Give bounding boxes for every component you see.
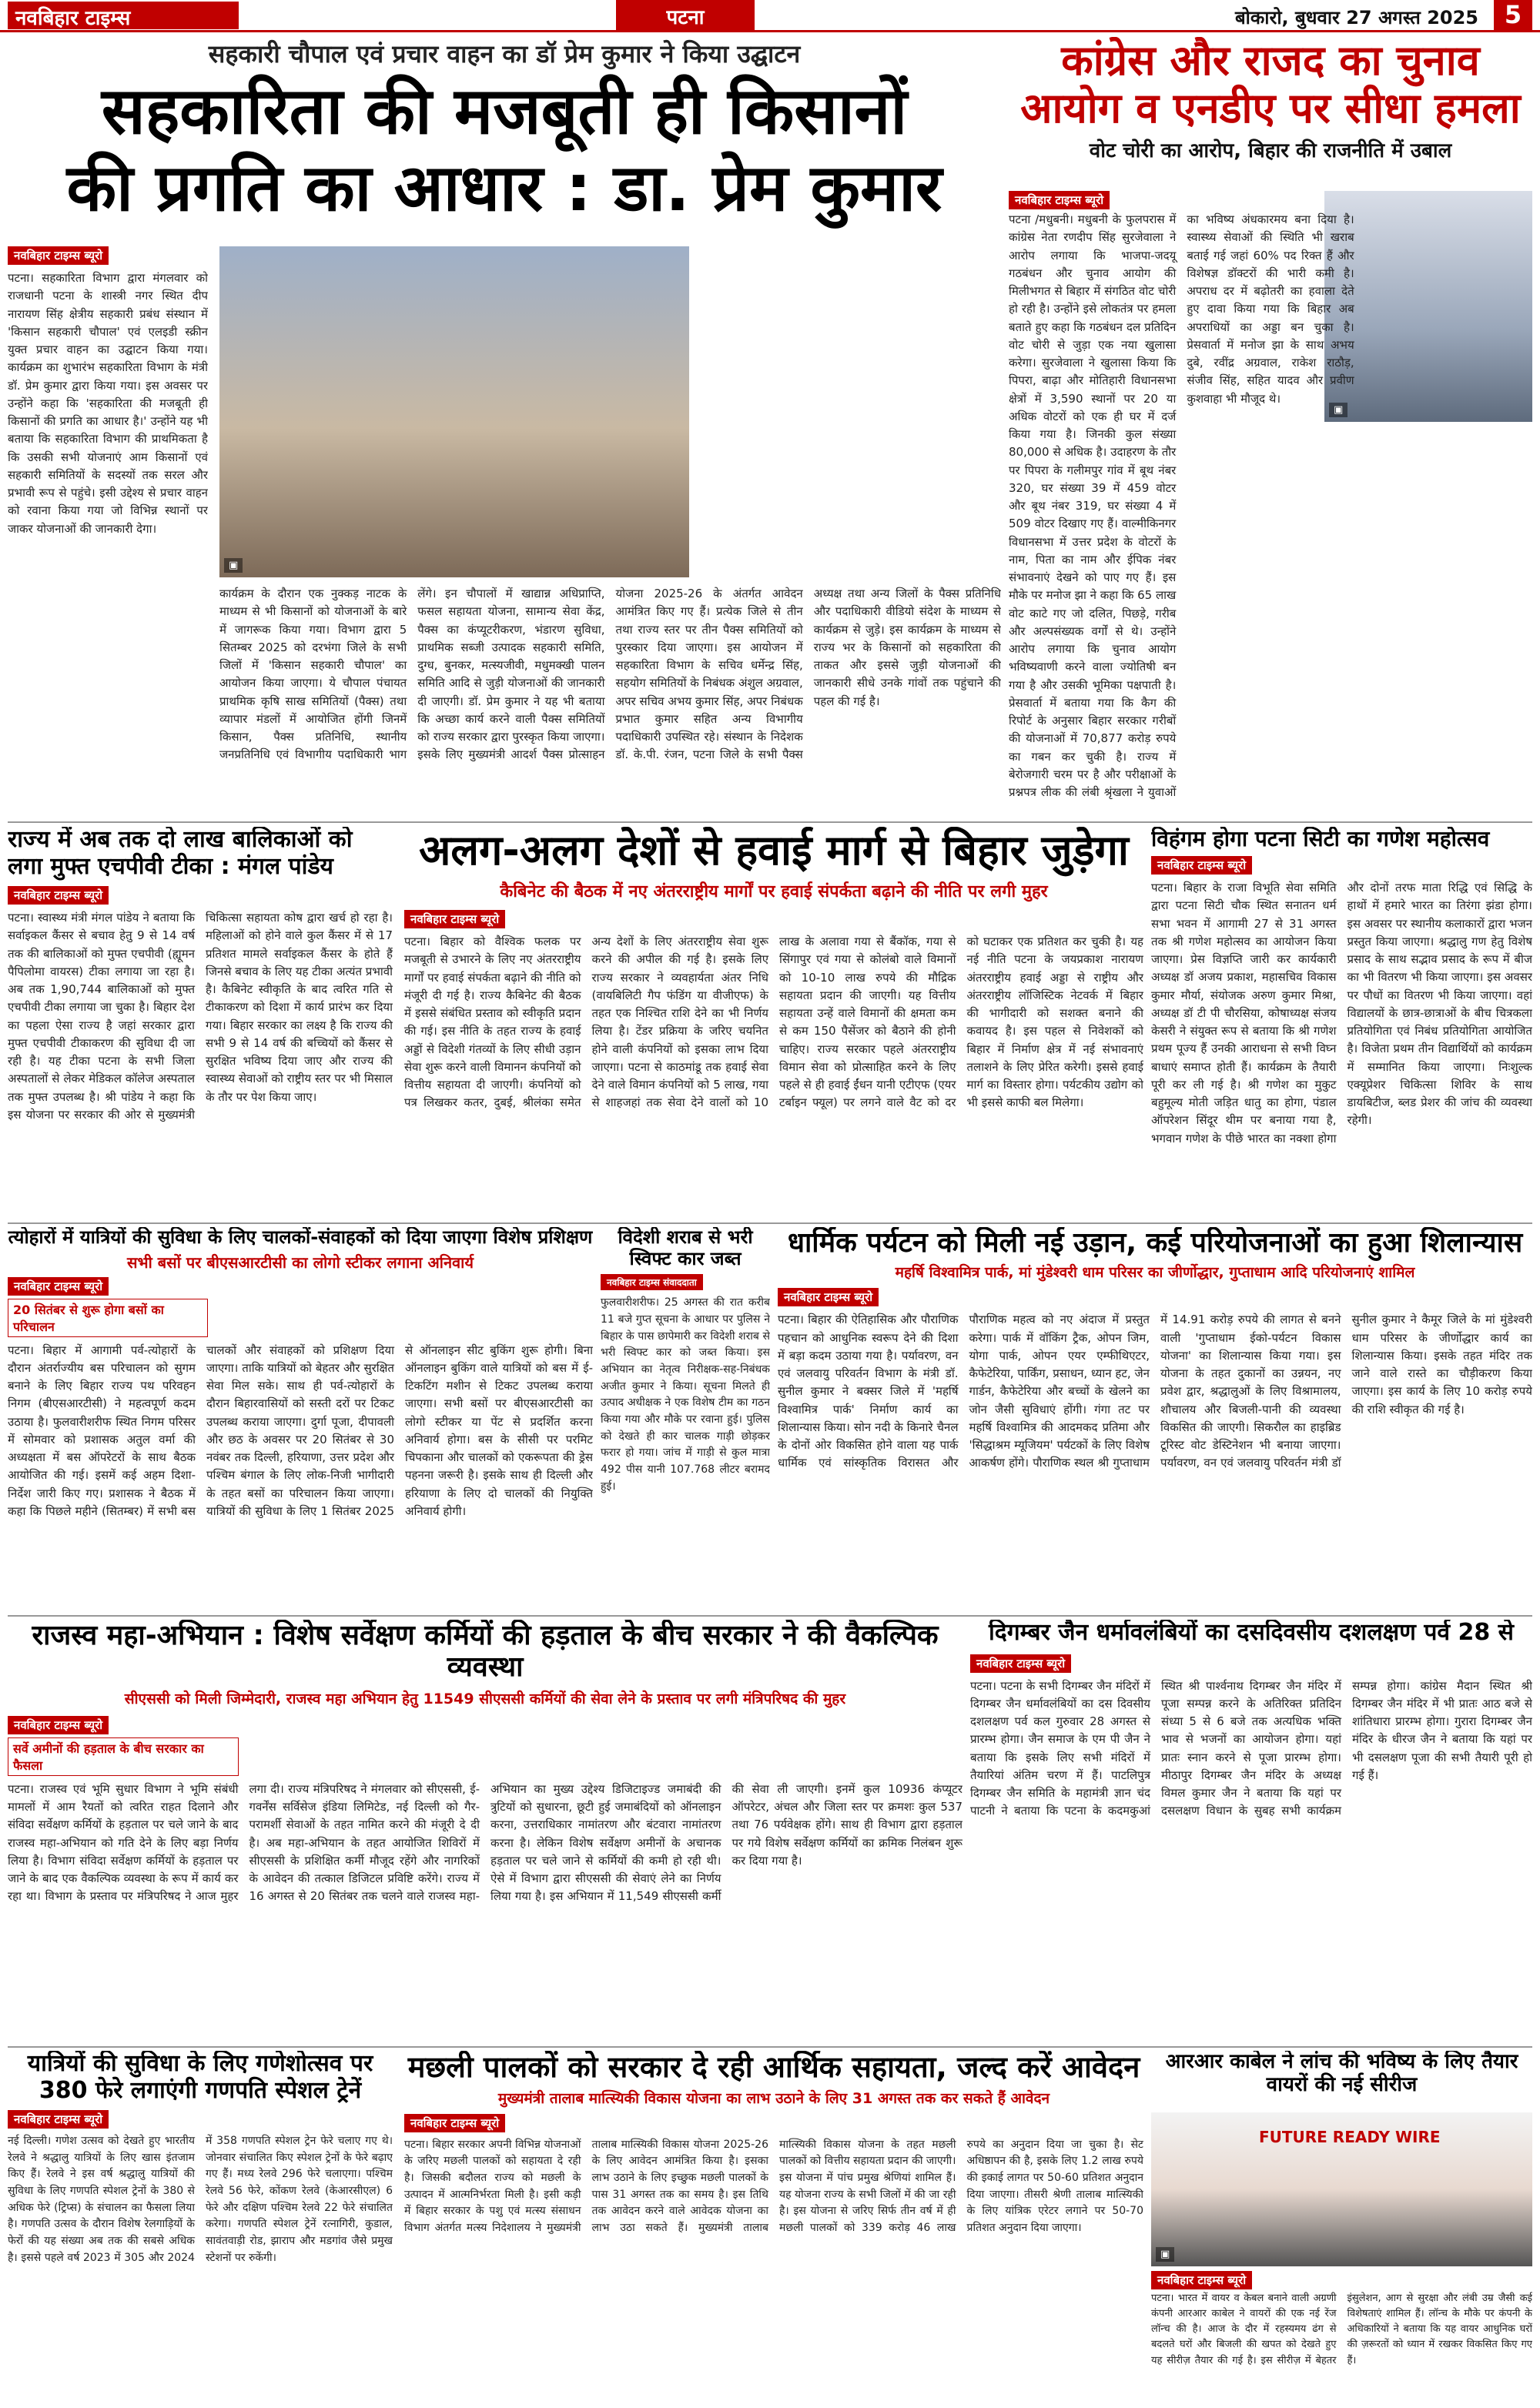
story-jain-festival bbox=[970, 1620, 1532, 2043]
story-cooperative-headline-1: सहकारिता की मजबूती ही किसानों bbox=[101, 73, 908, 149]
story-liquor-byline: नवबिहार टाइम्स संवाददाता bbox=[601, 1274, 703, 1290]
story-fish-byline: नवबिहार टाइम्स ब्यूरो bbox=[404, 2114, 505, 2132]
story-congress-headline-2: आयोग व एनडीए पर सीधा हमला bbox=[1020, 84, 1521, 133]
story-liquor-body: फुलवारीशरीफ। 25 अगस्त की रात करीब 11 बजे गुप्त सूचना के आधार पर पुलिस ने बिहार के पास छापेमारी कर विदेशी शराब से भरी स्विफ्ट कार को जब्त किया। इस अभियान का नेतृत्व निरीक्षक-सह-निबंधक अजीत कुमार ने किया। सूचना मिलते ही उत्पाद अधीक्षक ने एक विशेष टीम का गठन किया गया और मौके पर रवाना हुई। पुलिस को देखते ही कार चालक गाड़ी छोड़कर फरार हो गया। जांच में गाड़ी से कुल मात्रा 492 पीस यानी 107.768 लीटर बरामद हुई। bbox=[601, 1296, 770, 1493]
story-air-body: पटना। बिहार को वैश्विक फलक पर मजबूती से उभारने के लिए नए अंतरराष्ट्रीय मार्गों पर हवाई संपर्कता बढ़ाने की नीति को मंजूरी दी गई है। राज्य कैबिनेट की बैठक में इससे संबंधित प्रस्ताव को स्वीकृति प्रदान की गई। इस नीति के तहत राज्य के हवाई अड्डों से विदेशी गंतव्यों के लिए सीधी उड़ान सेवा शुरू करने वाली विमानन कंपनियों को वित्तीय सहायता दी जाएगी। कंपनियों को पत्र लिखकर कतर, दुबई, श्रीलंका समेत अन्य देशों के लिए अंतरराष्ट्रीय सेवा शुरू करने की अपील की गई है। इसके लिए राज्य सरकार ने व्यवहार्यता अंतर निधि (वायबिलिटी गैप फंडिंग या वीजीएफ) के तहत एक निश्चित राशि देने का भी निर्णय लिया है। टेंडर प्रक्रिया के जरिए चयनित होने वाली कंपनियों को इसका लाभ दिया जाएगा। पटना से काठमांडू तक हवाई सेवा देने वाले विमान कंपनियों को 5 लाख, गया से शाहजहां तक सेवा देने वालों को 10 लाख के अलावा गया से बैंकॉक, गया से सिंगापुर एवं गया से कोलंबो वाले विमानों को 10-10 लाख रुपये की मौद्रिक सहायता प्रदान की जाएगी। यह वित्तीय सहायता उन्हें वाले विमानों की क्षमता कम से कम 150 पैसेंजर को बैठाने की होनी चाहिए। राज्य सरकार पहले अंतरराष्ट्रीय विमान सेवा को प्रोत्साहित करने के लिए पहले से ही हवाई ईंधन यानी एटीएफ (एयर टर्बाइन फ्यूल) पर लगने वाले वैट को दर को घटाकर एक प्रतिशत कर चुकी है। यह नई नीति पटना के जयप्रकाश नारायण अंतरराष्ट्रीय हवाई अड्डा से राष्ट्रीय और अंतरराष्ट्रीय लॉजिस्टिक नेटवर्क में बिहार की भागीदारी को सशक्त बनाने की कवायद है। इस पहल से निवेशकों को बिहार में निर्माण क्षेत्र में नई संभावनाएं तलाशने के लिए प्रेरित करेगी। इससे हवाई मार्ग का विस्तार होगा। पर्यटकीय उद्योग को भी इससे काफी बल मिलेगा। bbox=[404, 935, 1143, 1110]
story-trains-headline: यात्रियों की सुविधा के लिए गणेशोत्सव पर 380 फेरे लगाएंगी गणपति स्पेशल ट्रेनें bbox=[27, 2051, 373, 2104]
story-cooperative-headline-2: की प्रगति का आधार : डा. प्रेम कुमार bbox=[66, 150, 942, 226]
story-kabel-byline: नवबिहार टाइम्स ब्यूरो bbox=[1151, 2271, 1252, 2289]
story-bus-body: पटना। बिहार में आगामी पर्व-त्योहारों के दौरान अंतर्राज्यीय बस परिचालन को सुगम बनाने के लिए बिहार राज्य पथ परिवहन निगम (बीएसआरटीसी) ने महत्वपूर्ण कदम उठाया है। फुलवारीशरीफ स्थित निगम परिसर में सोमवार को प्रशासक अतुल वर्मा की अध्यक्षता में बस ऑपरेटरों के साथ बैठक आयोजित की गई। इसमें कई अहम दिशा-निर्देश जारी किए गए। प्रशासक ने बैठक में कहा कि पिछले महीने (सितम्बर) में सभी बस चालकों और संवाहकों को प्रशिक्षण दिया जाएगा। ताकि यात्रियों को बेहतर और सुरक्षित सेवा मिल सके। साथ ही पर्व-त्योहारों के दौरान बिहारवासियों को सस्ती दरों पर टिकट उपलब्ध कराया जाएगा। दुर्गा पूजा, दीपावली और छठ के अवसर पर 20 सितंबर से 30 नवंबर तक दिल्ली, हरियाणा, उत्तर प्रदेश और पश्चिम बंगाल के लिए लोक-निजी भागीदारी के तहत बसों का परिचालन किया जाएगा। यात्रियों की सुविधा के लिए 1 सितंबर 2025 से ऑनलाइन सीट बुकिंग शुरू होगी। बिना ऑनलाइन बुकिंग वाले यात्रियों को बस में ई-टिकटिंग मशीन से टिकट उपलब्ध कराया जाएगा। सभी बसों पर बीएसआरटीसी का लोगो स्टीकर या पेंट से प्रदर्शित करना अनिवार्य होगा। बस के सीसी पर परमिट चिपकाना और चालकों को एकरूपता की ड्रेस पहनना जरूरी है। इसके साथ ही दिल्ली और हरियाणा के लिए दो चालकों की नियुक्ति अनिवार्य होगी। bbox=[8, 1343, 593, 1518]
story-ganesh-headline: विहंगम होगा पटना सिटी का गणेश महोत्सव bbox=[1151, 827, 1490, 851]
story-fish-headline: मछली पालकों को सरकार दे रही आर्थिक सहायता, जल्द करें आवेदन bbox=[407, 2051, 1140, 2084]
masthead bbox=[0, 0, 1540, 32]
story-hpv-headline: राज्य में अब तक दो लाख बालिकाओं को लगा मुफ्त एचपीवी टीका : मंगल पांडेय bbox=[8, 827, 353, 880]
story-liquor-headline: विदेशी शराब से भरी स्विफ्ट कार जब्त bbox=[618, 1227, 753, 1269]
story-congress-rjd bbox=[1009, 37, 1532, 818]
story-revenue-body: पटना। राजस्व एवं भूमि सुधार विभाग ने भूमि संबंधी मामलों में आम रैयतों को त्वरित राहत दिलाने और संविदा सर्वेक्षण कर्मियों के हड़ताल पर चले जाने के बाद राजस्व महा-अभियान को गति देने के लिए बड़ा निर्णय लिया है। विभाग संविदा सर्वेक्षण कर्मियों के हड़ताल पर जाने के बाद एक वैकल्पिक व्यवस्था के रूप में कार्य कर रहा था। विभाग के प्रस्ताव पर मंत्रिपरिषद ने आज मुहर लगा दी। राज्य मंत्रिपरिषद ने मंगलवार को सीएससी, ई-गवर्नेंस सर्विसेज इंडिया लिमिटेड, नई दिल्ली को गैर-परामर्शी सेवाओं के तहत नामित करने की मंजूरी दे दी है। अब महा-अभियान के तहत आयोजित शिविरों में सीएससी के प्रशिक्षित कर्मी मौजूद रहेंगे और नागरिकों के आवेदन की तत्काल डिजिटल प्रविष्टि करेंगे। राज्य में 16 अगस्त से 20 सितंबर तक चलने वाले राजस्व महा-अभियान का मुख्य उद्देश्य डिजिटाइज्ड जमाबंदी की त्रुटियों को सुधारना, छूटी हुई जमाबंदियों को ऑनलाइन करना, उत्तराधिकार नामांतरण और बंटवारा नामांतरण करना है। लेकिन विशेष सर्वेक्षण अमीनों के अचानक हड़ताल पर चले जाने से कर्मियों की कमी हो रही थी। ऐसे में विभाग द्वारा सीएससी की सेवाएं लेने का निर्णय लिया गया है। इस अभियान में 11,549 सीएससी कर्मी की सेवा ली जाएगी। इनमें कुल 10936 कंप्यूटर ऑपरेटर, अंचल और जिला स्तर पर क्रमशः कुल 537 तथा 76 पर्यवेक्षक होंगे। साथ ही विभाग द्वारा हड़ताल पर गये विशेष सर्वेक्षण कर्मियों का क्रमिक निलंबन शुरू कर दिया गया है। bbox=[8, 1781, 962, 1904]
story-tourism-subhead: महर्षि विश्वामित्र पार्क, मां मुंडेश्वरी धाम परिसर का जीर्णोद्धार, गुप्ताधाम आदि परियोजनाएं शामिल bbox=[895, 1264, 1415, 1282]
story-cooperative-kicker: सहकारी चौपाल एवं प्रचार वाहन का डॉ प्रेम कुमार ने किया उद्घाटन bbox=[208, 39, 801, 69]
story-kabel-headline: आरआर काबेल ने लांच की भविष्य के लिए तैयार वायरों की नई सीरीज bbox=[1165, 2051, 1518, 2096]
story-bus-headline: त्योहारों में यात्रियों की सुविधा के लिए चालकों-संवाहकों को दिया जाएगा विशेष प्रशिक्षण bbox=[8, 1227, 593, 1248]
photo-placeholder-icon: ▣ bbox=[224, 558, 243, 573]
story-jain-headline: दिगम्बर जैन धर्मावलंबियों का दसदिवसीय दशलक्षण पर्व 28 से bbox=[989, 1620, 1514, 1646]
story-cooperative-byline: नवबिहार टाइम्स ब्यूरो bbox=[8, 246, 109, 265]
story-bus-highlight: 20 सितंबर से शुरू होगा बसों का परिचालन bbox=[8, 1299, 208, 1337]
story-revenue-subhead: सीएससी को मिली जिम्मेदारी, राजस्व महा अभियान हेतु 11549 सीएससी कर्मियों की सेवा लेने के प्रस्ताव पर लगी मंत्रिपरिषद की मुहर bbox=[124, 1690, 846, 1707]
story-air-subhead: कैबिनेट की बैठक में नए अंतरराष्ट्रीय मार्गों पर हवाई संपर्कता बढ़ाने की नीति पर लगी मुहर bbox=[500, 882, 1048, 902]
story-fish-body: पटना। बिहार सरकार अपनी विभिन्न योजनाओं के जरिए मछली पालकों को सहायता दे रही है। जिसकी बदौलत राज्य को मछली के उत्पादन में आत्मनिर्भरता मिली है। इसी कड़ी में बिहार सरकार के पशु एवं मत्स्य संसाधन विभाग अंतर्गत मत्स्य निदेशालय ने मुख्यमंत्री तालाब मात्स्यिकी विकास योजना 2025-26 के लिए आवेदन आमंत्रित किया है। इसका लाभ उठाने के लिए इच्छुक मछली पालकों के पास 31 अगस्त तक का समय है। इस तिथि तक आवेदन करने वाले आवेदक योजना का लाभ उठा सकते हैं। मुख्यमंत्री तालाब मात्स्यिकी विकास योजना के तहत मछली पालकों को वित्तीय सहायता प्रदान की जाएगी। इस योजना में पांच प्रमुख श्रेणियां शामिल हैं। यह योजना राज्य के सभी जिलों में की जा रही है। इस योजना से जरिए सिर्फ तीन वर्ष में ही मछली पालकों को 339 करोड़ 46 लाख रुपये का अनुदान दिया जा चुका है। सेट अधिष्ठापन की है, इसके लिए 1.2 लाख रुपये की इकाई लागत पर 50-60 प्रतिशत अनुदान दिया जाएगा। तीसरी श्रेणी तालाब मात्स्यिकी के लिए यांत्रिक एरेटर लगाने पर 50-70 प्रतिशत अनुदान दिया जाएगा। bbox=[404, 2138, 1143, 2235]
photo-placeholder-icon: ▣ bbox=[1329, 403, 1348, 417]
story-ganesh-byline: नवबिहार टाइम्स ब्यूरो bbox=[1151, 856, 1252, 875]
story-cooperative bbox=[8, 37, 1001, 818]
story-trains-body: नई दिल्ली। गणेश उत्सव को देखते हुए भारतीय रेलवे ने श्रद्धालु यात्रियों के लिए खास इंतजाम किए हैं। रेलवे ने इस वर्ष श्रद्धालु यात्रियों की सुविधा के लिए गणपति स्पेशल ट्रेनों के 380 से अधिक फेरे (ट्रिप्स) के संचालन का फैसला लिया है। गणपति उत्सव के दौरान विशेष रेलगाड़ियों के फेरों की यह संख्या अब तक की सबसे अधिक है। इससे पहले वर्ष 2023 में 305 और 2024 में 358 गणपति स्पेशल ट्रेन फेरे चलाए गए थे। जोनवार संचालित किए स्पेशल ट्रेनों के फेरे बढ़ाए गए हैं। मध्य रेलवे 296 फेरे चलाएगा। पश्चिम रेलवे 56 फेरे, कोंकण रेलवे (केआरसीएल) 6 फेरे और दक्षिण पश्चिम रेलवे 22 फेरे संचालित करेगा। गणपति स्पेशल ट्रेनें रत्नागिरी, कुडाल, सावंतवाड़ी रोड, झाराप और मडगांव जैसे प्रमुख स्टेशनों पर रुकेंगी। bbox=[8, 2135, 393, 2264]
story-kabel-body: पटना। भारत में वायर व केबल बनाने वाली अग्रणी कंपनी आरआर काबेल ने वायरों की एक नई रेंज लॉन्च की है। आज के दौर में रहस्यमय ढंग से बदलते घरों और बिजली की खपत को देखते हुए यह सीरीज़ तैयार की गई है। इस सीरीज़ में बेहतर इंसुलेशन, आग से सुरक्षा और लंबी उम्र जैसी कई विशेषताएं शामिल हैं। लॉन्च के मौके पर कंपनी के अधिकारियों ने बताया कि यह वायर आधुनिक घरों की ज़रूरतों को ध्यान में रखकर विकसित किए गए हैं। bbox=[1151, 2293, 1532, 2366]
story-ganesh-body: पटना। बिहार के राजा विभूति सेवा समिति द्वारा पटना सिटी चौक स्थित सनातन धर्म सभा भवन में आगामी 27 से 31 अगस्त तक श्री गणेश महोत्सव का आयोजन किया जाएगा। प्रेस विज्ञप्ति जारी कर कार्यकारी अध्यक्ष डॉ अजय प्रकाश, महासचिव विकास कुमार मौर्या, संयोजक अरुण कुमार मिश्रा, अध्यक्ष डॉ टी पी चौरसिया, कोषाध्यक्ष संजय केसरी ने संयुक्त रूप से बताया कि श्री गणेश प्रथम पूज्य हैं उनकी आराधना से सभी विघ्न बाधाएं समाप्त होती हैं। कार्यक्रम के तैयारी पूरी कर ली गई है। श्री गणेश का मुकुट बहुमूल्य मोती जड़ित धातु का होगा, पंडाल ऑपरेशन सिंदूर थीम पर बनाया गया है, भगवान गणेश के पीछे भारत का नक्शा होगा और दोनों तरफ माता रिद्धि एवं सिद्धि के हाथों में हमारे भारत का तिरंगा झंडा होगा। इस अवसर पर स्थानीय कलाकारों द्वारा भजन प्रस्तुत किया जाएगा। श्रद्धालु गण हेतु विशेष प्रसाद के साथ सद्भाव प्रसाद के रूप में बीज का भी वितरण भी किया जाएगा। इस अवसर पर पौधों का वितरण भी किया जाएगा। वहां विद्यालयों के छात्र-छात्राओं के बीच चित्रकला प्रतियोगिता एवं निबंध प्रतियोगिता आयोजित है। विजेता प्रथम तीन विद्यार्थियों को कार्यक्रम में सम्मानित किया जाएगा। निःशुल्क एक्यूप्रेशर चिकित्सा शिविर के साथ डायबिटीज, ब्लड प्रेशर की जांच की व्यवस्था रहेगी। bbox=[1151, 881, 1532, 1145]
page-number: 5 bbox=[1494, 0, 1532, 31]
story-air-byline: नवबिहार टाइम्स ब्यूरो bbox=[404, 910, 505, 928]
story-air-headline: अलग-अलग देशों से हवाई मार्ग से बिहार जुड़ेगा bbox=[419, 827, 1129, 875]
story-bus-training bbox=[8, 1227, 593, 1612]
story-bus-subhead: सभी बसों पर बीएसआरटीसी का लोगो स्टीकर लगाना अनिवार्य bbox=[127, 1252, 474, 1272]
story-revenue-campaign bbox=[8, 1620, 962, 2043]
photo-placeholder-icon: ▣ bbox=[1156, 2247, 1174, 2262]
launch-banner-text: FUTURE READY WIRE bbox=[1259, 2128, 1441, 2146]
story-ganesh-festival bbox=[1151, 827, 1532, 1219]
story-fish-subhead: मुख्यमंत्री तालाब मात्स्यिकी विकास योजना का लाभ उठाने के लिए 31 अगस्त तक कर सकते हैं आवेदन bbox=[497, 2089, 1050, 2107]
city-label: पटना bbox=[616, 0, 755, 31]
story-fish-farmers bbox=[404, 2051, 1143, 2405]
newspaper-logo: नवबिहार टाइम्स bbox=[8, 2, 239, 29]
story-jain-body: पटना। पटना के सभी दिगम्बर जैन मंदिरों में दिगम्बर जैन धर्मावलंबियों का दस दिवसीय दशलक्षण पर्व कल गुरुवार 28 अगस्त से प्रारम्भ होगा। जैन समाज के एम पी जैन ने बताया कि इसके लिए सभी मंदिरों में तैयारियां अंतिम चरण में हैं। पाटलिपुत्र दिगम्बर जैन समिति के महामंत्री ज्ञान चंद पाटनी ने बताया कि पटना के कदमकुआं स्थित श्री पार्श्वनाथ दिगम्बर जैन मंदिर में पूजा सम्पन्न करने के अतिरिक्त प्रतिदिन संध्या 5 से 6 बजे तक अत्यधिक भक्ति भाव से भजनों का आयोजन होगा। यहां प्रातः स्नान करने से पूजा प्रारम्भ होगा। मीठापुर दिगम्बर जैन मंदिर के अध्यक्ष विमल कुमार जैन ने बताया कि यहां पर दसलक्षण विधान के सुबह सभी कार्यक्रम सम्पन्न होगा। कांग्रेस मैदान स्थित श्री दिगम्बर जैन मंदिर में भी प्रातः आठ बजे से शांतिधारा प्रारम्भ होगा। गुरारा दिगम्बर जैन मंदिर के धीरज जैन ने बताया कि यहां पर भी दसलक्षण पूजा की सभी तैयारी पूरी हो गई हैं। bbox=[970, 1678, 1532, 1818]
issue-date: बोकारो, बुधवार 27 अगस्त 2025 bbox=[1234, 7, 1478, 28]
story-tourism-body: पटना। बिहार की ऐतिहासिक और पौराणिक पहचान को आधुनिक स्वरूप देने की दिशा में बड़ा कदम उठाया गया है। पर्यावरण, वन एवं जलवायु परिवर्तन विभाग के मंत्री डॉ. सुनील कुमार ने बक्सर जिले में 'महर्षि विश्वामित्र पार्क' निर्माण कार्य का शिलान्यास किया। सोन नदी के किनारे चैनल के दोनों ओर विकसित होने वाला यह पार्क धार्मिक एवं सांस्कृतिक विरासत और पौराणिक महत्व को नए अंदाज में प्रस्तुत करेगा। पार्क में वॉकिंग ट्रैक, ओपन जिम, योगा पार्क, ओपन एयर एम्फीथिएटर, कैफेटेरिया, पार्किंग, प्रसाधन, ध्यान हट, जेन गार्डन, कैफेटेरिया और बच्चों के खेलने का जोन जैसी सुविधाएं होंगी। गंगा तट पर महर्षि विश्वामित्र की आदमकद प्रतिमा और 'सिद्धाश्रम म्यूजियम' पर्यटकों के लिए विशेष आकर्षण होंगे। पौराणिक स्थल श्री गुप्ताधाम में 14.91 करोड़ रुपये की लागत से बनने वाली 'गुप्ताधाम ईको-पर्यटन विकास योजना' का शिलान्यास किया गया। इस योजना के तहत दुकानों का उन्नयन, नए प्रवेश द्वार, श्रद्धालुओं के लिए विश्रामालय, शौचालय और बिजली-पानी की व्यवस्था विकसित की जाएगी। सिकरौल का हाइब्रिड टूरिस्ट वोट डेस्टिनेशन भी बनाया जाएगा। पर्यावरण, वन एवं जलवायु परिवर्तन मंत्री डॉ सुनील कुमार ने कैमूर जिले के मां मुंडेश्वरी धाम परिसर के जीर्णोद्धार कार्य का शिलान्यास किया। इसके तहत मंदिर तक जाने वाले रास्ते का चौड़ीकरण किया जाएगा। इस कार्य के लिए 10 करोड़ रुपये की राशि स्वीकृत की गई है। bbox=[778, 1313, 1532, 1470]
story-congress-headline-1: कांग्रेस और राजद का चुनाव bbox=[1061, 37, 1480, 85]
story-cooperative-body-2: कार्यक्रम के दौरान एक नुक्कड़ नाटक के माध्यम से भी किसानों को योजनाओं के बारे में जागरूक किया गया। विभाग द्वारा 5 सितम्बर 2025 को दरभंगा जिले के सभी जिलों में 'किसान सहकारी चौपाल' का आयोजन किया जाएगा। ये चौपाल पंचायत प्राथमिक कृषि साख समितियों (पैक्स) तथा व्यापार मंडलों में आयोजित होंगी जिनमें किसान, पैक्स प्रतिनिधि, स्थानीय जनप्रतिनिधि एवं विभागीय पदाधिकारी भाग लेंगे। इन चौपालों में खाद्यान्न अधिप्राप्ति, फसल सहायता योजना, सामान्य सेवा केंद्र, पैक्स का कंप्यूटरीकरण, भंडारण सुविधा, प्राथमिक सब्जी उत्पादक सहकारी समिति, दुग्ध, बुनकर, मत्स्यजीवी, मधुमक्खी पालन समिति आदि से जुड़ी योजनाओं की जानकारी दी जाएगी। डॉ. प्रेम कुमार ने यह भी बताया कि अच्छा कार्य करने वाली पैक्स समितियों को राज्य सरकार द्वारा पुरस्कृत किया जाएगा। इसके लिए मुख्यमंत्री आदर्श पैक्स प्रोत्साहन योजना 2025-26 के अंतर्गत आवेदन आमंत्रित किए गए हैं। प्रत्येक जिले से तीन तथा राज्य स्तर पर तीन पैक्स समितियों को पुरस्कार दिया जाएगा। इस आयोजन में सहकारिता विभाग के सचिव धर्मेन्द्र सिंह, सहयोग समितियों के निबंधक अंशुल अग्रवाल, अपर सचिव अभय कुमार सिंह, अपर निबंधक प्रभात कुमार सहित अन्य विभागीय पदाधिकारी उपस्थित रहे। संस्थान के निदेशक डॉ. के.पी. रंजन, पटना जिले के सभी पैक्स अध्यक्ष तथा अन्य जिलों के पैक्स प्रतिनिधि और पदाधिकारी वीडियो संदेश के माध्यम से कार्यक्रम से जुड़े। इस कार्यक्रम के माध्यम से राज्य भर के किसानों को सहकारिता की ताकत और इससे जुड़ी योजनाओं की जानकारी सीधे उनके गांवों तक पहुंचाने की पहल की गई है। bbox=[219, 587, 1001, 762]
story-liquor-seizure bbox=[601, 1227, 770, 1612]
story-rr-kabel bbox=[1151, 2051, 1532, 2405]
story-jain-byline: नवबिहार टाइम्स ब्यूरो bbox=[970, 1654, 1071, 1673]
story-hpv-body: पटना। स्वास्थ्य मंत्री मंगल पांडेय ने बताया कि सर्वाइकल कैंसर से बचाव हेतु 9 से 14 वर्ष तक की बालिकाओं को मुफ्त एचपीवी (ह्यूमन पैपिलोमा वायरस) टीका लगाया जा रहा है। अब तक 1,90,744 बालिकाओं को मुफ्त एचपीवी टीका लगाया जा चुका है। बिहार देश का पहला ऐसा राज्य है जहां सरकार द्वारा मुफ्त एचपीवी टीकाकरण की सुविधा दी जा रही है। यह टीका पटना के सभी जिला अस्पतालों से लेकर मेडिकल कॉलेज अस्पताल तक मुफ्त उपलब्ध है। श्री पांडेय ने कहा कि इस योजना पर सरकार की ओर से मुख्यमंत्री चिकित्सा सहायता कोष द्वारा खर्च हो रहा है। महिलाओं को होने वाले कुल कैंसर में से 17 प्रतिशत मामले सर्वाइकल कैंसर के होते हैं जिनसे बचाव के लिए यह टीका अत्यंत प्रभावी है। कैबिनेट स्वीकृति के बाद त्वरित गति से टीकाकरण को दिशा में कार्य प्रारंभ कर दिया गया। बिहार सरकार का लक्ष्य है कि राज्य की सभी 9 से 14 वर्ष की बच्चियों को कैंसर से सुरक्षित भविष्य दिया जाए और राज्य की स्वास्थ्य सेवाओं को राष्ट्रीय स्तर पर भी मिसाल के तौर पर पेश किया जाए। bbox=[8, 911, 393, 1122]
story-religious-tourism bbox=[778, 1227, 1532, 1612]
product-launch-photo bbox=[1151, 2112, 1532, 2266]
story-revenue-highlight: सर्वे अमीनों की हड़ताल के बीच सरकार का फैसला bbox=[8, 1737, 239, 1776]
story-air-connectivity bbox=[404, 827, 1143, 1219]
story-hpv-byline: नवबिहार टाइम्स ब्यूरो bbox=[8, 886, 109, 905]
story-congress-byline: नवबिहार टाइम्स ब्यूरो bbox=[1009, 191, 1110, 209]
flag-off-ceremony-photo bbox=[219, 246, 689, 577]
story-congress-subhead: वोट चोरी का आरोप, बिहार की राजनीति में उबाल bbox=[1089, 139, 1452, 163]
story-hpv-vaccine bbox=[8, 827, 393, 1219]
story-tourism-headline: धार्मिक पर्यटन को मिली नई उड़ान, कई परियोजनाओं का हुआ शिलान्यास bbox=[787, 1227, 1523, 1259]
story-revenue-headline: राजस्व महा-अभियान : विशेष सर्वेक्षण कर्मियों की हड़ताल के बीच सरकार ने की वैकल्पिक व्यवस्था bbox=[32, 1620, 939, 1684]
story-bus-byline: नवबिहार टाइम्स ब्यूरो bbox=[8, 1277, 109, 1296]
story-cooperative-col1 bbox=[8, 246, 208, 816]
story-cooperative-body-1: पटना। सहकारिता विभाग द्वारा मंगलवार को राजधानी पटना के शास्त्री नगर स्थित दीप नारायण सिंह क्षेत्रीय सहकारी प्रबंध संस्थान में 'किसान सहकारी चौपाल' एवं एलइडी स्क्रीन युक्त प्रचार वाहन का उद्घाटन किया गया। कार्यक्रम का शुभारंभ सहकारिता विभाग के मंत्री डॉ. प्रेम कुमार द्वारा किया गया। इस अवसर पर उन्होंने कहा कि 'सहकारिता की मजबूती ही किसानों की प्रगति का आधार है।' उन्होंने यह भी बताया कि सहकारिता विभाग की प्राथमिकता है कि उसकी सभी योजनाएं आम किसानों एवं सहकारी समितियों के सदस्यों तक सरल और प्रभावी रूप से पहुंचे। इसी उद्देश्य से प्रचार वाहन को रवाना किया गया जो विभिन्न स्थानों पर जाकर योजनाओं की जानकारी देगा। bbox=[8, 271, 208, 536]
story-tourism-byline: नवबिहार टाइम्स ब्यूरो bbox=[778, 1288, 879, 1306]
story-revenue-byline: नवबिहार टाइम्स ब्यूरो bbox=[8, 1716, 109, 1734]
story-congress-body: पटना /मधुबनी। मधुबनी के फुलपरास में कांग्रेस नेता रणदीप सिंह सुरजेवाला ने आरोप लगाया कि भाजपा-जदयू गठबंधन और चुनाव आयोग की मिलीभगत से बिहार में संगठित वोट चोरी हो रही है। उन्होंने इसे लोकतंत्र पर हमला बताते हुए कहा कि गठबंधन दल प्रतिदिन वोट चोरी से जुड़ा एक नया खुलासा करेगा। सुरजेवाला ने खुलासा किया कि पिपरा, बाढ़ा और मोतिहारी विधानसभा क्षेत्रों में 3,590 स्थानों पर 20 या अधिक वोटरों को एक ही घर में दर्ज किया गया है। जिनकी कुल संख्या 80,000 से अधिक है। उदाहरण के तौर पर पिपरा के गलीमपुर गांव में बूथ नंबर 320, घर संख्या 39 में 459 वोटर और बूथ नंबर 319, घर संख्या 4 में 509 वोटर दिखाए गए हैं। वाल्मीकिनगर विधानसभा में उत्तर प्रदेश के वोटरों के नाम, पिता का नाम और ईपिक नंबर संभावनाएं देखने को पाए गए हैं। इस मौके पर मनोज झा ने कहा कि 65 लाख वोट काटे गए जो दलित, पिछड़े, गरीब और अल्पसंख्यक वर्गों से थे। उन्होंने आरोप लगाया कि चुनाव आयोग भविष्यवाणी करने वाला ज्योतिषी बन गया है और उसकी भूमिका पक्षपाती है। प्रेसवार्ता में बताया गया कि कैग की रिपोर्ट के अनुसार बिहार सरकार गरीबों की योजनाओं में 70,877 करोड़ रुपये का गबन कर चुकी है। राज्य में बेरोजगारी चरम पर है और परीक्षाओं के प्रश्नपत्र लीक की लंबी श्रृंखला ने युवाओं का भविष्य अंधकारमय बना दिया है। स्वास्थ्य सेवाओं की स्थिति भी खराब बताई गई जहां 60% पद रिक्त हैं और विशेषज्ञ डॉक्टरों की भारी कमी है। अपराध दर में बढ़ोतरी का हवाला देते हुए दावा किया गया कि बिहार अब अपराधियों का अड्डा बन चुका है। प्रेसवार्ता में मनोज झा के साथ अभय दुबे, रवींद्र अग्रवाल, राकेश राठौड़, संजीव सिंह, सहित यादव और प्रवीण कुशवाहा भी मौजूद थे। bbox=[1009, 212, 1354, 799]
story-trains-byline: नवबिहार टाइम्स ब्यूरो bbox=[8, 2110, 109, 2129]
story-ganpati-trains bbox=[8, 2051, 393, 2405]
